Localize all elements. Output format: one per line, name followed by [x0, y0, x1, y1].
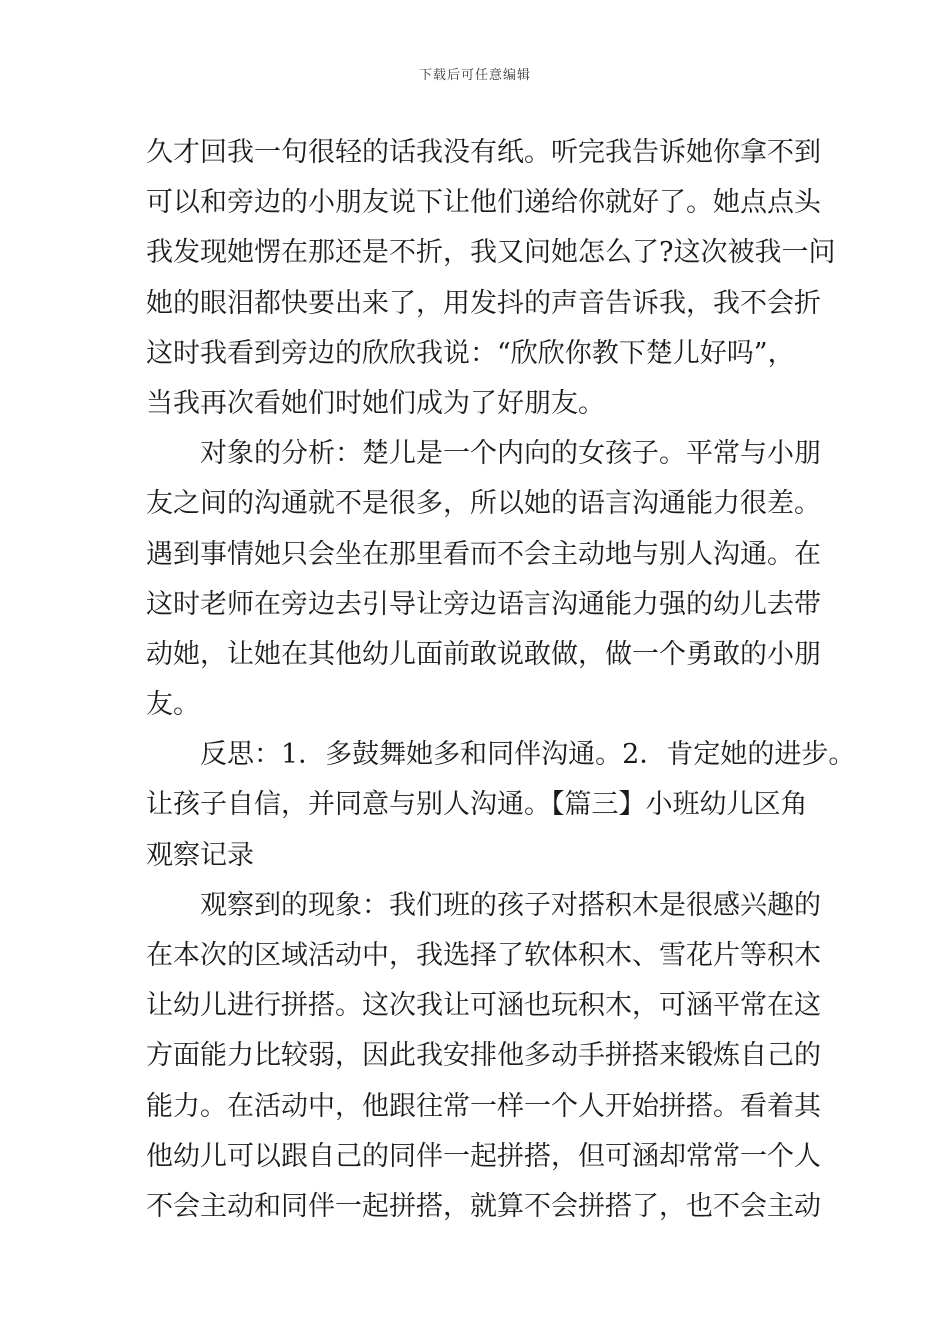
text-line: 久才回我一句很轻的话我没有纸。听完我告诉她你拿不到	[146, 137, 821, 168]
page-header: 下载后可任意编辑	[418, 68, 531, 83]
paragraph-start-line: 反思：1．多鼓舞她多和同伴沟通。2．肯定她的进步。	[200, 739, 856, 771]
text-line: 让孩子自信，并同意与别人沟通。【篇三】小班幼儿区角	[146, 789, 808, 821]
text-line: 她的眼泪都快要出来了，用发抖的声音告诉我，我不会折	[146, 287, 821, 319]
text-line: 当我再次看她们时她们成为了好朋友。	[146, 387, 605, 419]
document-body	[146, 128, 856, 1232]
text-line: 遇到事情她只会坐在那里看而不会主动地与别人沟通。在	[146, 538, 821, 570]
text-line: 方面能力比较弱，因此我安排他多动手拼搭来锻炼自己的	[146, 1040, 821, 1072]
text-line: 他幼儿可以跟自己的同伴一起拼搭，但可涵却常常一个人	[146, 1140, 821, 1172]
text-line: 能力。在活动中，他跟往常一样一个人开始拼搭。看着其	[146, 1090, 821, 1122]
text-line: 我发现她愣在那还是不折，我又问她怎么了?这次被我一问	[146, 237, 836, 269]
text-line: 在本次的区域活动中，我选择了软体积木、雪花片等积木	[146, 940, 821, 971]
text-line: 友之间的沟通就不是很多，所以她的语言沟通能力很差。	[146, 488, 821, 520]
text-line: 可以和旁边的小朋友说下让他们递给你就好了。她点点头	[146, 187, 821, 219]
paragraph-start-line: 观察到的现象：我们班的孩子对搭积木是很感兴趣的	[200, 889, 821, 921]
text-line: 友。	[146, 689, 200, 721]
text-line: 这时老师在旁边去引导让旁边语言沟通能力强的幼儿去带	[146, 588, 821, 620]
text-line: 不会主动和同伴一起拼搭，就算不会拼搭了，也不会主动	[146, 1190, 821, 1222]
paragraph-start-line: 对象的分析：楚儿是一个内向的女孩子。平常与小朋	[200, 438, 821, 470]
text-line: 这时我看到旁边的欣欣我说：“欣欣你教下楚儿好吗”，	[146, 337, 795, 369]
text-line: 动她，让她在其他幼儿面前敢说敢做，做一个勇敢的小朋	[146, 638, 821, 670]
text-line: 观察记录	[146, 839, 254, 871]
text-line: 让幼儿进行拼搭。这次我让可涵也玩积木，可涵平常在这	[146, 990, 821, 1022]
